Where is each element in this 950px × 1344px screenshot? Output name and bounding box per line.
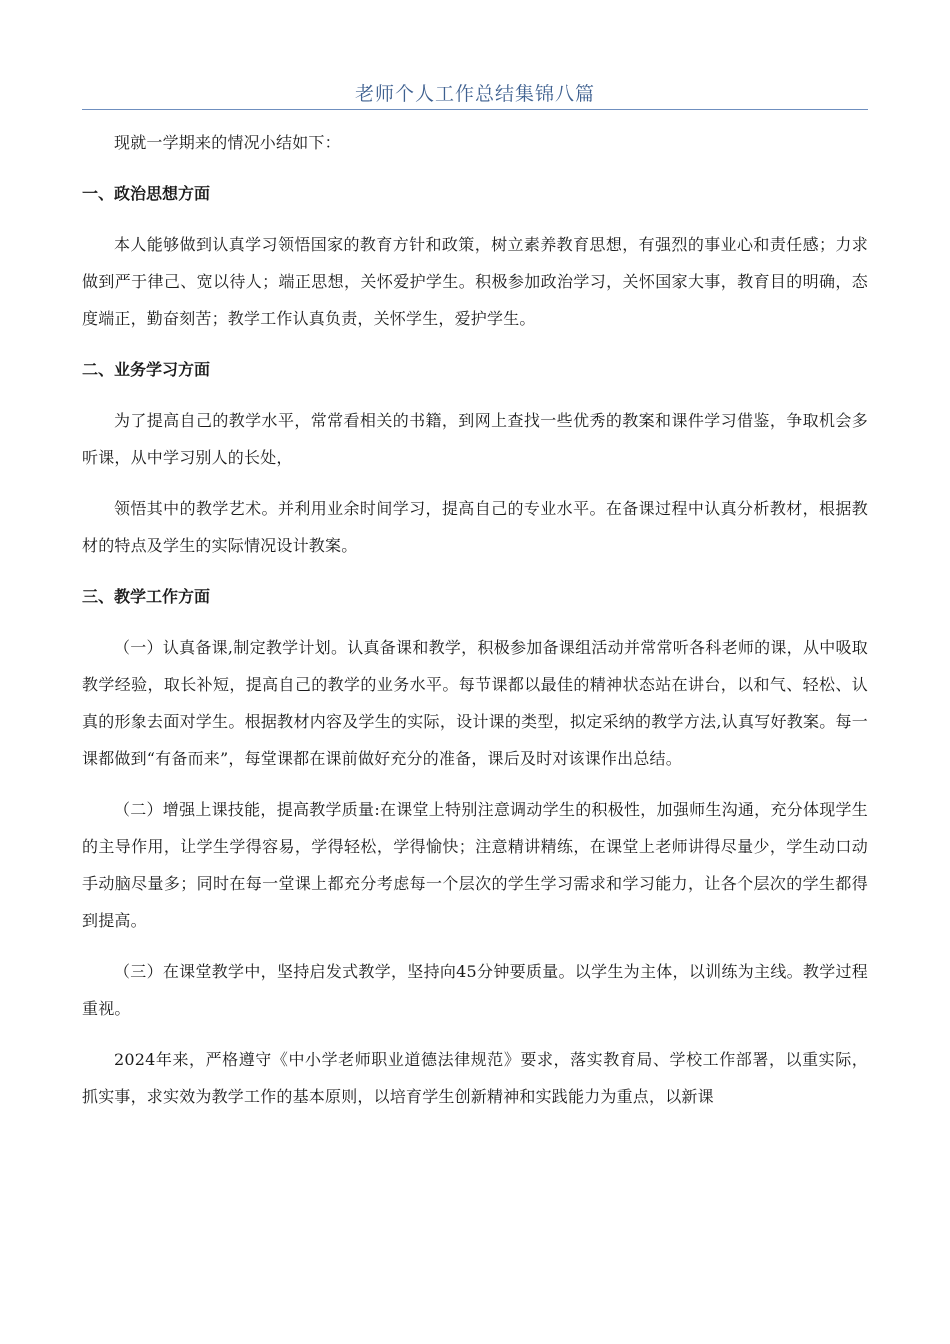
document-body xyxy=(82,124,868,1129)
section-heading-study: 二、业务学习方面 xyxy=(82,360,211,379)
section-study-paragraph-2: 领悟其中的教学艺术。并利用业余时间学习，提高自己的专业水平。在备课过程中认真分析教材，根据教材的特点及学生的实际情况设计教案。 xyxy=(82,499,868,555)
section-teaching-paragraph-1: （一）认真备课,制定教学计划。认真备课和教学，积极参加备课组活动并常常听各科老师的课，从中吸取教学经验，取长补短，提高自己的教学的业务水平。每节课都以最佳的精神状态站在讲台，以和气、轻松、认真的形象去面对学生。根据教材内容及学生的实际，设计课的类型，拟定采纳的教学方法,认真写好教案。每一课都做到“有备而来”，每堂课都在课前做好充分的准备，课后及时对该课作出总结。 xyxy=(82,638,868,768)
intro-paragraph: 现就一学期来的情况小结如下： xyxy=(114,133,341,152)
section-teaching-paragraph-2: （二）增强上课技能，提高教学质量:在课堂上特别注意调动学生的积极性，加强师生沟通，充分体现学生的主导作用，让学生学得容易，学得轻松，学得愉快；注意精讲精练，在课堂上老师讲得尽量少，学生动口动手动脑尽量多；同时在每一堂课上都充分考虑每一个层次的学生学习需求和学习能力，让各个层次的学生都得到提高。 xyxy=(82,800,868,930)
section-study-paragraph-1: 为了提高自己的教学水平，常常看相关的书籍，到网上查找一些优秀的教案和课件学习借鉴，争取机会多听课，从中学习别人的长处， xyxy=(82,411,868,467)
section-politics-paragraph: 本人能够做到认真学习领悟国家的教育方针和政策，树立素养教育思想，有强烈的事业心和责任感；力求做到严于律己、宽以待人；端正思想，关怀爱护学生。积极参加政治学习，关怀国家大事，教育目的明确，态度端正，勤奋刻苦；教学工作认真负责，关怀学生，爱护学生。 xyxy=(82,235,868,328)
section-heading-politics: 一、政治思想方面 xyxy=(82,184,211,203)
section-teaching-paragraph-3: （三）在课堂教学中，坚持启发式教学，坚持向45分钟要质量。以学生为主体，以训练为主线。教学过程重视。 xyxy=(82,962,868,1018)
document-title: 老师个人工作总结集锦八篇 xyxy=(354,83,595,105)
section-heading-teaching: 三、教学工作方面 xyxy=(82,587,211,606)
section-teaching-paragraph-4: 2024年来，严格遵守《中小学老师职业道德法律规范》要求，落实教育局、学校工作部署，以重实际，抓实事，求实效为教学工作的基本原则，以培育学生创新精神和实践能力为重点，以新课 xyxy=(82,1050,868,1106)
header-divider xyxy=(82,109,868,110)
